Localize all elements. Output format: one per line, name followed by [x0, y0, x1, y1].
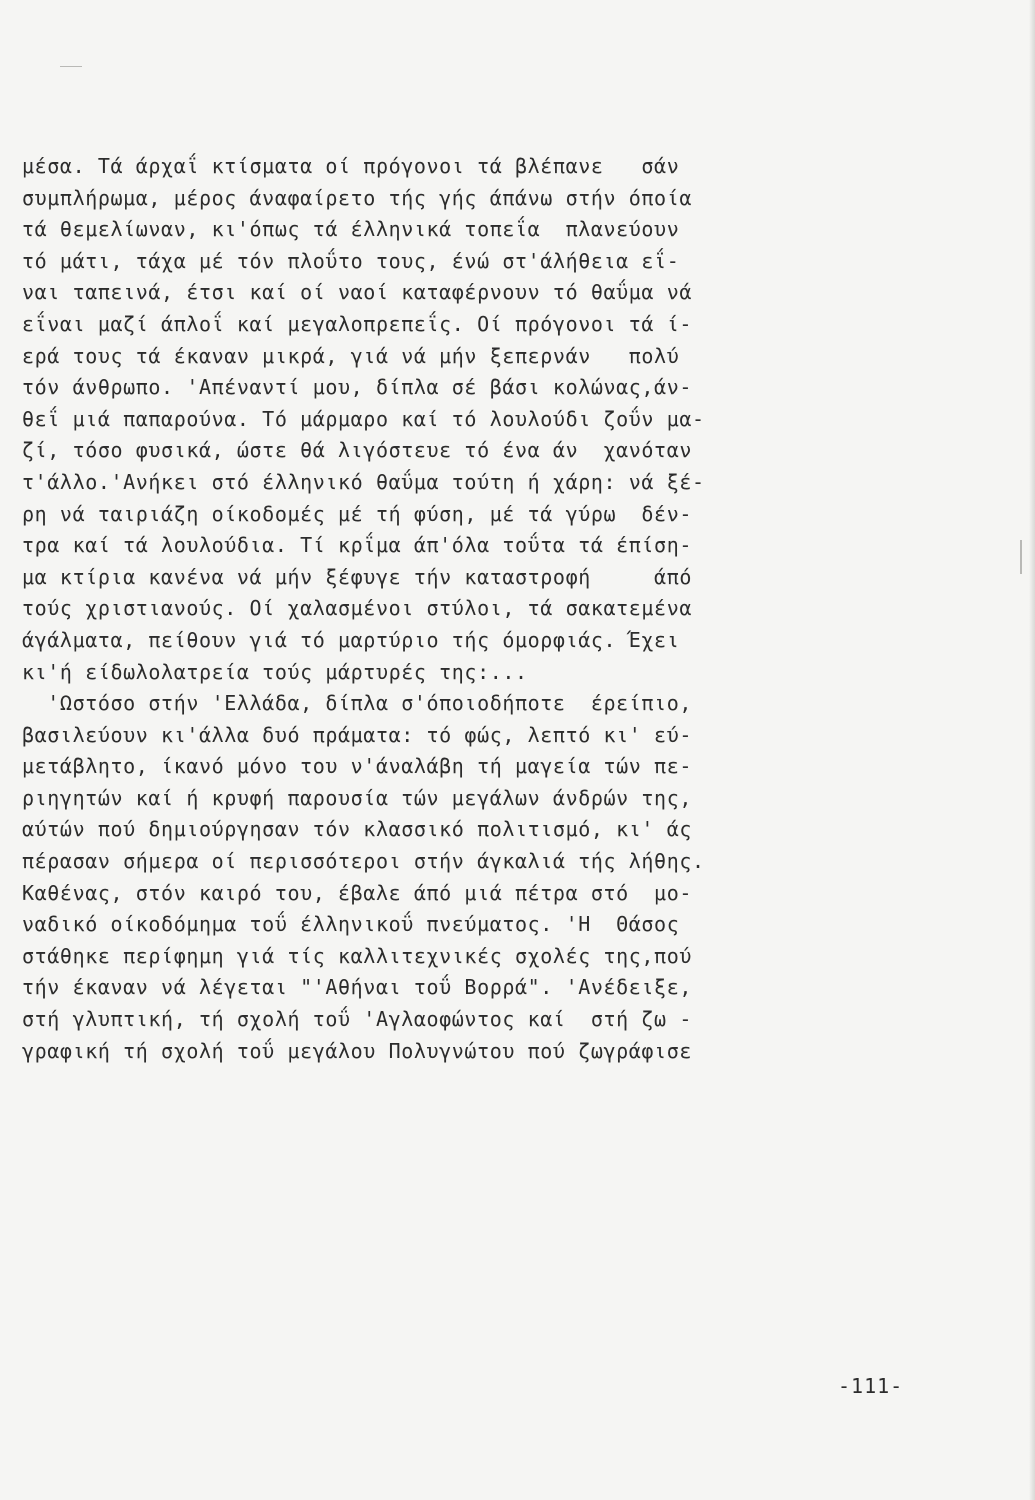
text-line: βασιλεύουν κι'άλλα δυό πράματα: τό φώς, λεπτό κι' εύ- — [22, 722, 692, 747]
text-line: εΐναι μαζί άπλοΐ καί μεγαλοπρεπεΐς. Οί πρόγονοι τά ί- — [22, 311, 692, 336]
text-line: τόν άνθρωπο. 'Απέναντί μου, δίπλα σέ βάσι κολώνας,άν- — [22, 375, 692, 400]
text-line: αύτών πού δημιούργησαν τόν κλασσικό πολιτισμό, κι' άς — [22, 817, 692, 842]
text-line: άγάλματα, πείθουν γιά τό μαρτύριο τής όμορφιάς. Έχει — [22, 627, 680, 652]
text-line: θεΐ μιά παπαρούνα. Τό μάρμαρο καί τό λουλούδι ζοΰν μα- — [22, 406, 705, 431]
text-line: στή γλυπτική, τή σχολή τοΰ 'Αγλαοφώντος καί στή ζω - — [22, 1007, 692, 1032]
text-line: κι'ή είδωλολατρεία τούς μάρτυρές της:... — [22, 659, 528, 684]
paper-speck — [60, 66, 82, 67]
text-line: ναι ταπεινά, έτσι καί οί ναοί καταφέρνουν τό θαΰμα νά — [22, 280, 692, 305]
text-line: τό μάτι, τάχα μέ τόν πλοΰτο τους, ένώ στ'άλήθεια εΐ- — [22, 248, 680, 273]
text-line: τήν έκαναν νά λέγεται "'Αθήναι τοΰ Βορρά". 'Ανέδειξε, — [22, 975, 692, 1000]
text-line: τούς χριστιανούς. Οί χαλασμένοι στύλοι, τά σακατεμένα — [22, 596, 692, 621]
text-line: ναδικό οίκοδόμημα τοΰ έλληνικοΰ πνεύματος. 'Η Θάσος — [22, 912, 680, 937]
text-line: ριηγητών καί ή κρυφή παρουσία τών μεγάλων άνδρών της, — [22, 785, 692, 810]
text-line: τ'άλλο.'Ανήκει στό έλληνικό θαΰμα τούτη ή χάρη: νά ξέ- — [22, 469, 705, 494]
page-number: -111- — [838, 1374, 904, 1398]
body-text — [22, 151, 1022, 1067]
text-line: συμπλήρωμα, μέρος άναφαίρετο τής γής άπάνω στήν όποία — [22, 185, 692, 210]
text-line: ερά τους τά έκαναν μικρά, γιά νά μήν ξεπερνάν πολύ — [22, 343, 680, 368]
text-line: μα κτίρια κανένα νά μήν ξέφυγε τήν καταστροφή άπό — [22, 564, 692, 589]
text-line: τά θεμελίωναν, κι'όπως τά έλληνικά τοπεΐα πλανεύουν — [22, 217, 680, 242]
text-line: ζί, τόσο φυσικά, ώστε θά λιγόστευε τό ένα άν χανόταν — [22, 438, 692, 463]
text-line: 'Ωστόσο στήν 'Ελλάδα, δίπλα σ'όποιοδήποτε έρείπιο, — [22, 691, 692, 716]
text-line: ρη νά ταιριάζη οίκοδομές μέ τή φύση, μέ τά γύρω δέν- — [22, 501, 692, 526]
text-line: γραφική τή σχολή τοΰ μεγάλου Πολυγνώτου πού ζωγράφισε — [22, 1038, 692, 1063]
page-edge-shadow — [1029, 0, 1035, 1500]
text-line: Καθένας, στόν καιρό του, έβαλε άπό μιά πέτρα στό μο- — [22, 880, 692, 905]
text-line: πέρασαν σήμερα οί περισσότεροι στήν άγκαλιά τής λήθης. — [22, 849, 705, 874]
text-line: τρα καί τά λουλούδια. Τί κρΐμα άπ'όλα τοΰτα τά έπίση- — [22, 533, 692, 558]
text-line: μέσα. Τά άρχαΐ κτίσματα οί πρόγονοι τά βλέπανε σάν — [22, 154, 680, 178]
text-line: μετάβλητο, ίκανό μόνο του ν'άναλάβη τή μαγεία τών πε- — [22, 754, 692, 779]
text-line: στάθηκε περίφημη γιά τίς καλλιτεχνικές σχολές της,πού — [22, 943, 692, 968]
